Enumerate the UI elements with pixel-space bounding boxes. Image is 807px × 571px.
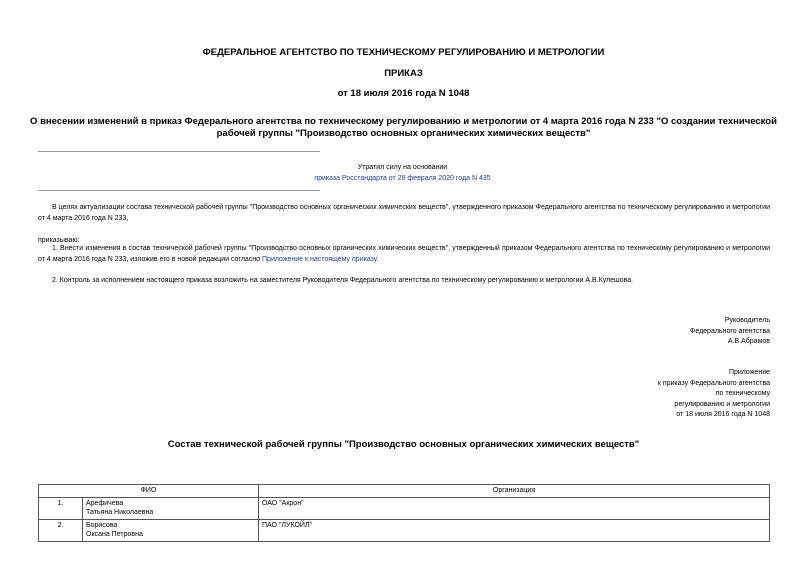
doc-date: от 18 июля 2016 года N 1048 [337, 88, 470, 99]
signature-name: А.В.Абрамов [727, 338, 770, 345]
appendix-line-5: от 18 июля 2016 года N 1048 [676, 411, 770, 418]
table-row [39, 519, 770, 541]
order-item-1 [38, 244, 770, 265]
row-surname: Арефичева [86, 499, 124, 507]
appendix-line-4: регулированию и метрологии [674, 400, 770, 408]
status-divider-top [38, 151, 320, 152]
row-number: 1. [39, 497, 83, 519]
row-surname: Борисова [86, 521, 118, 529]
agency-name: ФЕДЕРАЛЬНОЕ АГЕНТСТВО ПО ТЕХНИЧЕСКОМУ РЕГУЛИРОВАНИЮ И МЕТРОЛОГИИ [202, 47, 605, 58]
status-text: Утратил силу на основании [357, 164, 448, 171]
appendix-link[interactable]: Приложение к настоящему приказу [262, 255, 377, 263]
table-row [39, 497, 770, 519]
doc-title [20, 116, 787, 140]
row-name [83, 497, 259, 519]
appendix-line-1: Приложение [728, 369, 770, 376]
header-organization: Организация [259, 485, 770, 498]
table-header-row [39, 485, 770, 498]
row-name [83, 519, 259, 541]
row-organization: ОАО "Акрон" [259, 497, 770, 519]
signature-position: Руководитель [724, 317, 770, 324]
order-item-2: 2. Контроль за исполнением настоящего приказа возложить на заместителя Руководителя Федерального агентства по техническому регулированию и метрологии А.В.Кулешова. [52, 277, 634, 284]
appendix-line-3: по техническому [715, 390, 770, 397]
header-fio: ФИО [39, 485, 259, 498]
row-number: 2. [39, 519, 83, 541]
order-word: приказываю: [38, 237, 80, 244]
row-organization: ПАО "ЛУКОЙЛ" [259, 519, 770, 541]
doc-type: ПРИКАЗ [384, 68, 423, 79]
appendix-header [540, 368, 770, 421]
members-table [38, 484, 770, 542]
status-divider-bottom [38, 190, 320, 191]
row-given-names: Оксана Петровна [86, 531, 143, 538]
order-item-1-end: . [376, 255, 379, 263]
appendix-line-2: к приказу Федерального агентства [657, 379, 770, 387]
order-item-1-text: 1. Внести изменения в состав технической рабочей группы "Производство основных органических химических веществ", утвержденный приказом Федерального агентства по техническому регулированию и метрологии от 4 марта 2016 года N 233, изложив его в новой редакции согласно [38, 245, 770, 263]
status-link[interactable]: приказа Росстандарта от 28 февраля 2020 года N 435 [314, 175, 491, 182]
section-title: Состав технической рабочей группы "Производство основных органических химических веществ" [167, 439, 640, 450]
signature-agency: Федерального агентства [690, 327, 770, 335]
doc-title-line1: О внесении изменений в приказ Федерального агентства по техническому регулированию и метрологии от 4 марта 2016 года N 233 "О создании технической [30, 116, 777, 127]
doc-title-line2: рабочей группы "Производство основных органических химических веществ" [216, 128, 591, 139]
row-given-names: Татьяна Николаевна [86, 509, 154, 516]
preamble-paragraph: В целях актуализации состава технической рабочей группы "Производство основных органических химических веществ", утвержденного приказом Федерального агентства по техническому регулированию и метрологии от 4 марта 2016 года N 233, [38, 204, 770, 222]
signature-block [560, 316, 770, 348]
